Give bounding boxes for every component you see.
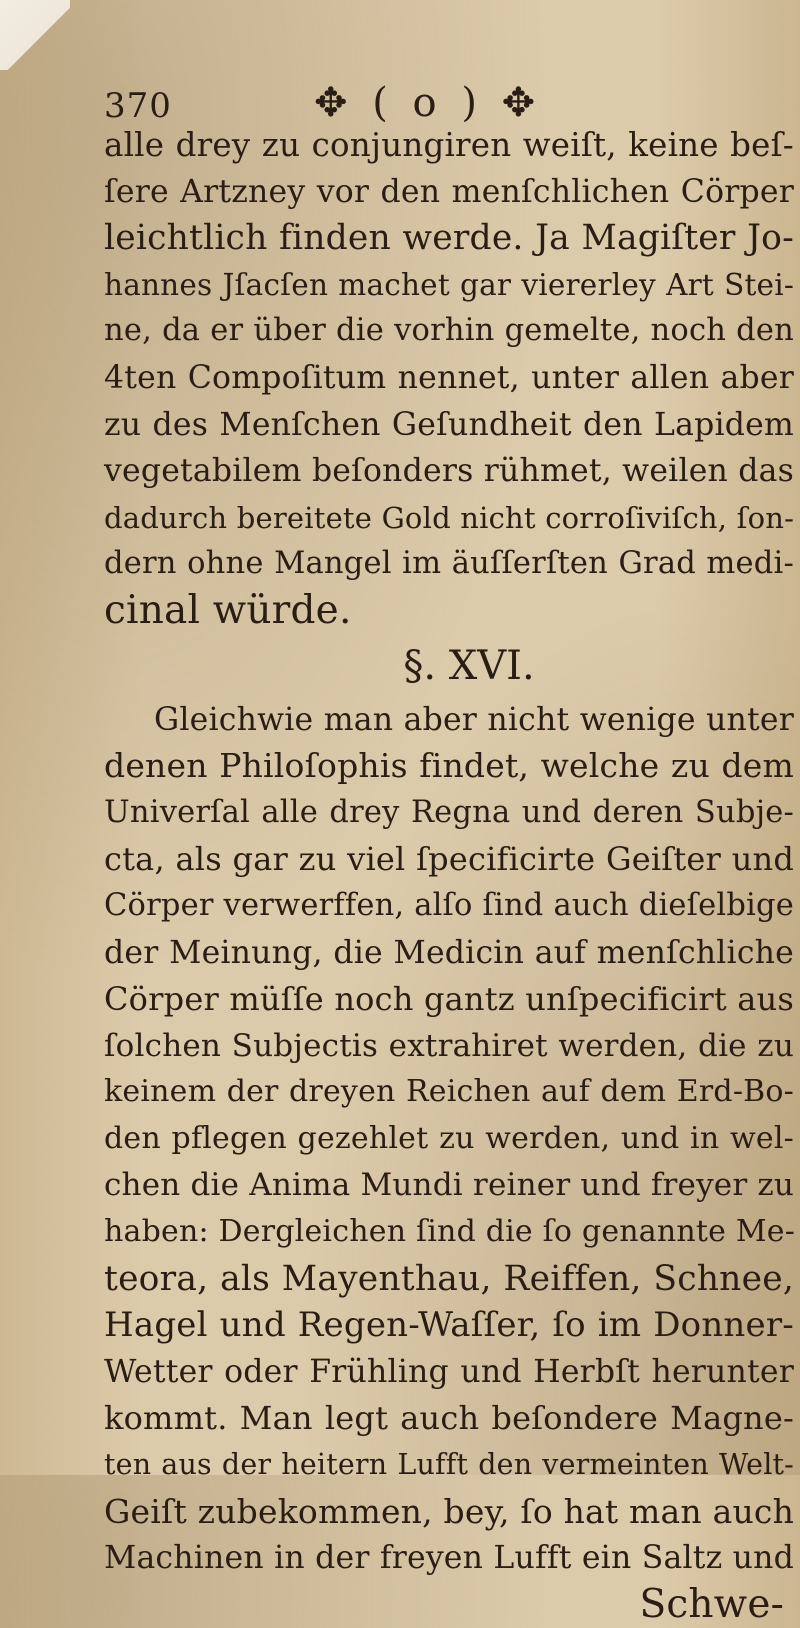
section-heading: §. XVI. <box>403 642 535 689</box>
text-line: zu des Menſchen Geſundheit den Lapidem <box>104 406 794 443</box>
paragraph-2 <box>104 697 794 1628</box>
text-line: dadurch bereitete Gold nicht corroſiviſch, ſon- <box>104 500 795 535</box>
text-line: Machinen in der freyen Lufft ein Saltz und <box>104 1540 794 1577</box>
text-line: vegetabilem beſonders rühmet, weilen das <box>104 453 794 490</box>
paragraph-1 <box>104 122 794 635</box>
text-line: hannes Jſacſen machet gar viererley Art Stei- <box>104 267 794 302</box>
catchword: Schwe- <box>639 1581 784 1627</box>
text-line: kommt. Man legt auch beſondere Magne- <box>104 1399 794 1438</box>
text-line: alle drey zu conjungiren weiſt, keine beſ- <box>104 126 794 164</box>
text-line: Wetter oder Frühling und Herbſt herunter <box>104 1353 794 1390</box>
text-line: ten aus der heitern Lufft den vermeinten Welt- <box>104 1448 794 1482</box>
text-line: dern ohne Mangel im äuſſerſten Grad medi- <box>104 546 794 582</box>
text-line: ſolchen Subjectis extrahiret werden, die zu <box>104 1027 794 1064</box>
text-line: Cörper verwerffen, alſo ſind auch dieſelbige <box>104 887 794 923</box>
text-line: Univerſal alle drey Regna und deren Subje- <box>104 794 794 830</box>
text-line: cta, als gar zu viel ſpecificirte Geiſter und <box>104 840 794 879</box>
page-number: 370 <box>104 86 172 126</box>
text-line: Cörper müſſe noch gantz unſpecificirt aus <box>104 980 794 1019</box>
text-line: keinem der dreyen Reichen auf dem Erd-Bo- <box>104 1074 794 1110</box>
body-text <box>104 122 794 1628</box>
text-line: teora, als Mayenthau, Reiffen, Schnee, <box>104 1258 794 1299</box>
text-line: haben: Dergleichen ſind die ſo genannte Me- <box>104 1214 796 1250</box>
text-line: 4ten Compoſitum nennet, unter allen aber <box>104 359 794 396</box>
running-head-ornament: ✥ ( o ) ✥ <box>314 80 542 126</box>
text-line: ſere Artzney vor den menſchlichen Cörper <box>104 173 794 210</box>
text-line: Geiſt zubekommen, bey, ſo hat man auch <box>104 1491 795 1531</box>
text-line: Gleichwie man aber nicht wenige unter <box>154 701 794 738</box>
text-line: leichtlich finden werde. Ja Magiſter Jo- <box>104 218 794 259</box>
text-line: ne, da er über die vorhin gemelte, noch den <box>104 313 794 349</box>
text-line: chen die Anima Mundi reiner und freyer zu <box>104 1167 795 1204</box>
text-line: der Meinung, die Medicin auf menſchliche <box>104 934 794 971</box>
text-line: Hagel und Regen-Waſſer, ſo im Donner- <box>104 1305 794 1346</box>
page-corner <box>0 0 70 70</box>
text-line: cinal würde. <box>104 587 352 633</box>
text-line: den pflegen gezehlet zu werden, und in wel- <box>104 1120 794 1156</box>
text-line: denen Philoſophis findet, welche zu dem <box>104 746 794 786</box>
